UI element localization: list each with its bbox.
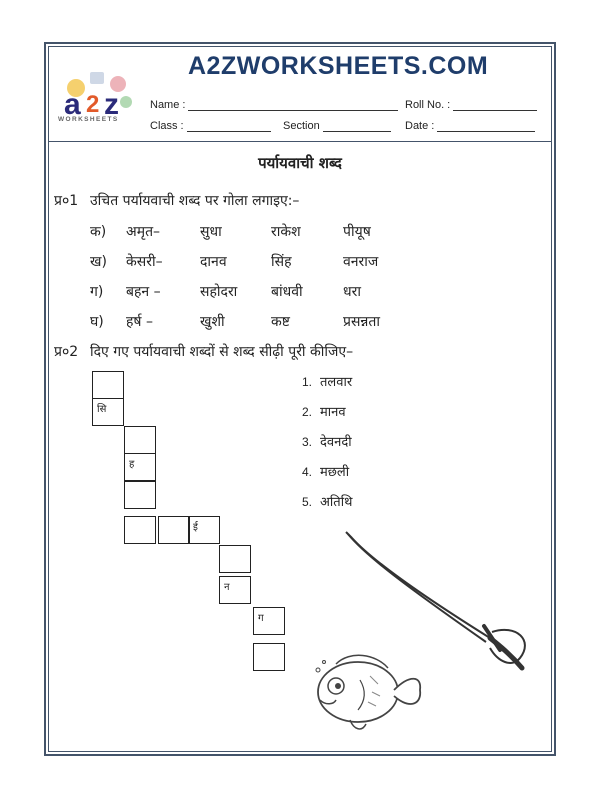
q1-option[interactable]: प्रसन्नता <box>343 314 381 330</box>
q1-row-label: ख) <box>90 254 107 270</box>
section-label: Section <box>283 120 320 132</box>
q1-option[interactable]: पीयूष <box>343 224 371 240</box>
clue-item <box>302 432 352 450</box>
q1-option[interactable]: सुधा <box>200 224 222 240</box>
class-field[interactable] <box>150 120 271 132</box>
section-field[interactable] <box>283 120 391 132</box>
fish-illustration <box>306 640 426 740</box>
name-label: Name : <box>150 99 186 111</box>
date-blank[interactable] <box>437 121 535 132</box>
ladder-cell[interactable] <box>219 545 251 573</box>
q1-option[interactable]: वनराज <box>343 254 379 270</box>
q1-row-label: क) <box>90 224 107 240</box>
q1-option[interactable]: सिंह <box>271 254 292 270</box>
q2-number: प्र०2 <box>54 344 79 360</box>
clue-number: 4. <box>302 465 313 479</box>
q1-row-word: हर्ष – <box>126 314 153 330</box>
q1-option[interactable]: राकेश <box>271 224 301 240</box>
q1-row-label: ग) <box>90 284 104 300</box>
clue-text: मानव <box>320 405 346 420</box>
ladder-cell[interactable]: ग <box>253 607 285 635</box>
name-field[interactable] <box>150 99 398 111</box>
clue-item <box>302 372 352 390</box>
ladder-cell[interactable] <box>124 426 156 454</box>
roll-label: Roll No. : <box>405 99 451 111</box>
q1-row-word: केसरी– <box>126 254 163 270</box>
clue-number: 2. <box>302 405 313 419</box>
q1-option[interactable]: कष्ट <box>271 314 290 330</box>
clue-item <box>302 492 352 510</box>
name-blank[interactable] <box>188 100 398 111</box>
q2-instruction: दिए गए पर्यायवाची शब्दों से शब्द सीढ़ी पूरी कीजिए– <box>90 344 354 360</box>
q1-instruction: उचित पर्यायवाची शब्द पर गोला लगाइए:– <box>90 193 300 209</box>
ladder-cell[interactable]: न <box>219 576 251 604</box>
ladder-cell[interactable] <box>253 643 285 671</box>
logo-caption: WORKSHEETS <box>58 116 119 123</box>
roll-field[interactable] <box>405 99 537 111</box>
ladder-cell[interactable]: ह <box>124 453 156 481</box>
ladder-cell[interactable] <box>124 516 156 544</box>
date-field[interactable] <box>405 120 535 132</box>
svg-text:2: 2 <box>86 91 100 118</box>
ladder-cell[interactable] <box>158 516 190 544</box>
clue-text: मछली <box>320 465 350 480</box>
worksheet-title: पर्यायवाची शब्द <box>258 154 342 172</box>
svg-text:a: a <box>64 88 81 121</box>
site-title: A2ZWORKSHEETS.COM <box>188 52 489 80</box>
roll-blank[interactable] <box>453 100 537 111</box>
clue-item <box>302 462 349 480</box>
q1-option[interactable]: धरा <box>343 284 361 300</box>
clue-text: देवनदी <box>320 435 352 450</box>
q1-number: प्र०1 <box>54 193 79 209</box>
class-label: Class : <box>150 120 184 132</box>
q1-row-label: घ) <box>90 314 104 330</box>
header-divider <box>48 141 552 142</box>
ladder-cell[interactable]: सि <box>92 398 124 426</box>
clue-text: अतिथि <box>320 495 353 510</box>
ladder-cell[interactable]: ई <box>188 516 220 544</box>
q1-option[interactable]: दानव <box>200 254 227 270</box>
class-blank[interactable] <box>187 121 271 132</box>
clue-number: 5. <box>302 495 313 509</box>
section-blank[interactable] <box>323 121 391 132</box>
q1-row-word: बहन – <box>126 284 161 300</box>
clue-number: 3. <box>302 435 313 449</box>
clue-number: 1. <box>302 375 313 389</box>
ladder-cell[interactable] <box>124 481 156 509</box>
date-label: Date : <box>405 120 435 132</box>
q1-option[interactable]: सहोदरा <box>200 284 238 300</box>
clue-item <box>302 402 346 420</box>
q1-option[interactable]: खुशी <box>200 314 225 330</box>
q1-option[interactable]: बांधवी <box>271 284 303 300</box>
svg-text:z: z <box>104 88 119 121</box>
clue-text: तलवार <box>320 375 353 390</box>
ladder-cell[interactable] <box>92 371 124 399</box>
q1-row-word: अमृत– <box>126 224 161 240</box>
